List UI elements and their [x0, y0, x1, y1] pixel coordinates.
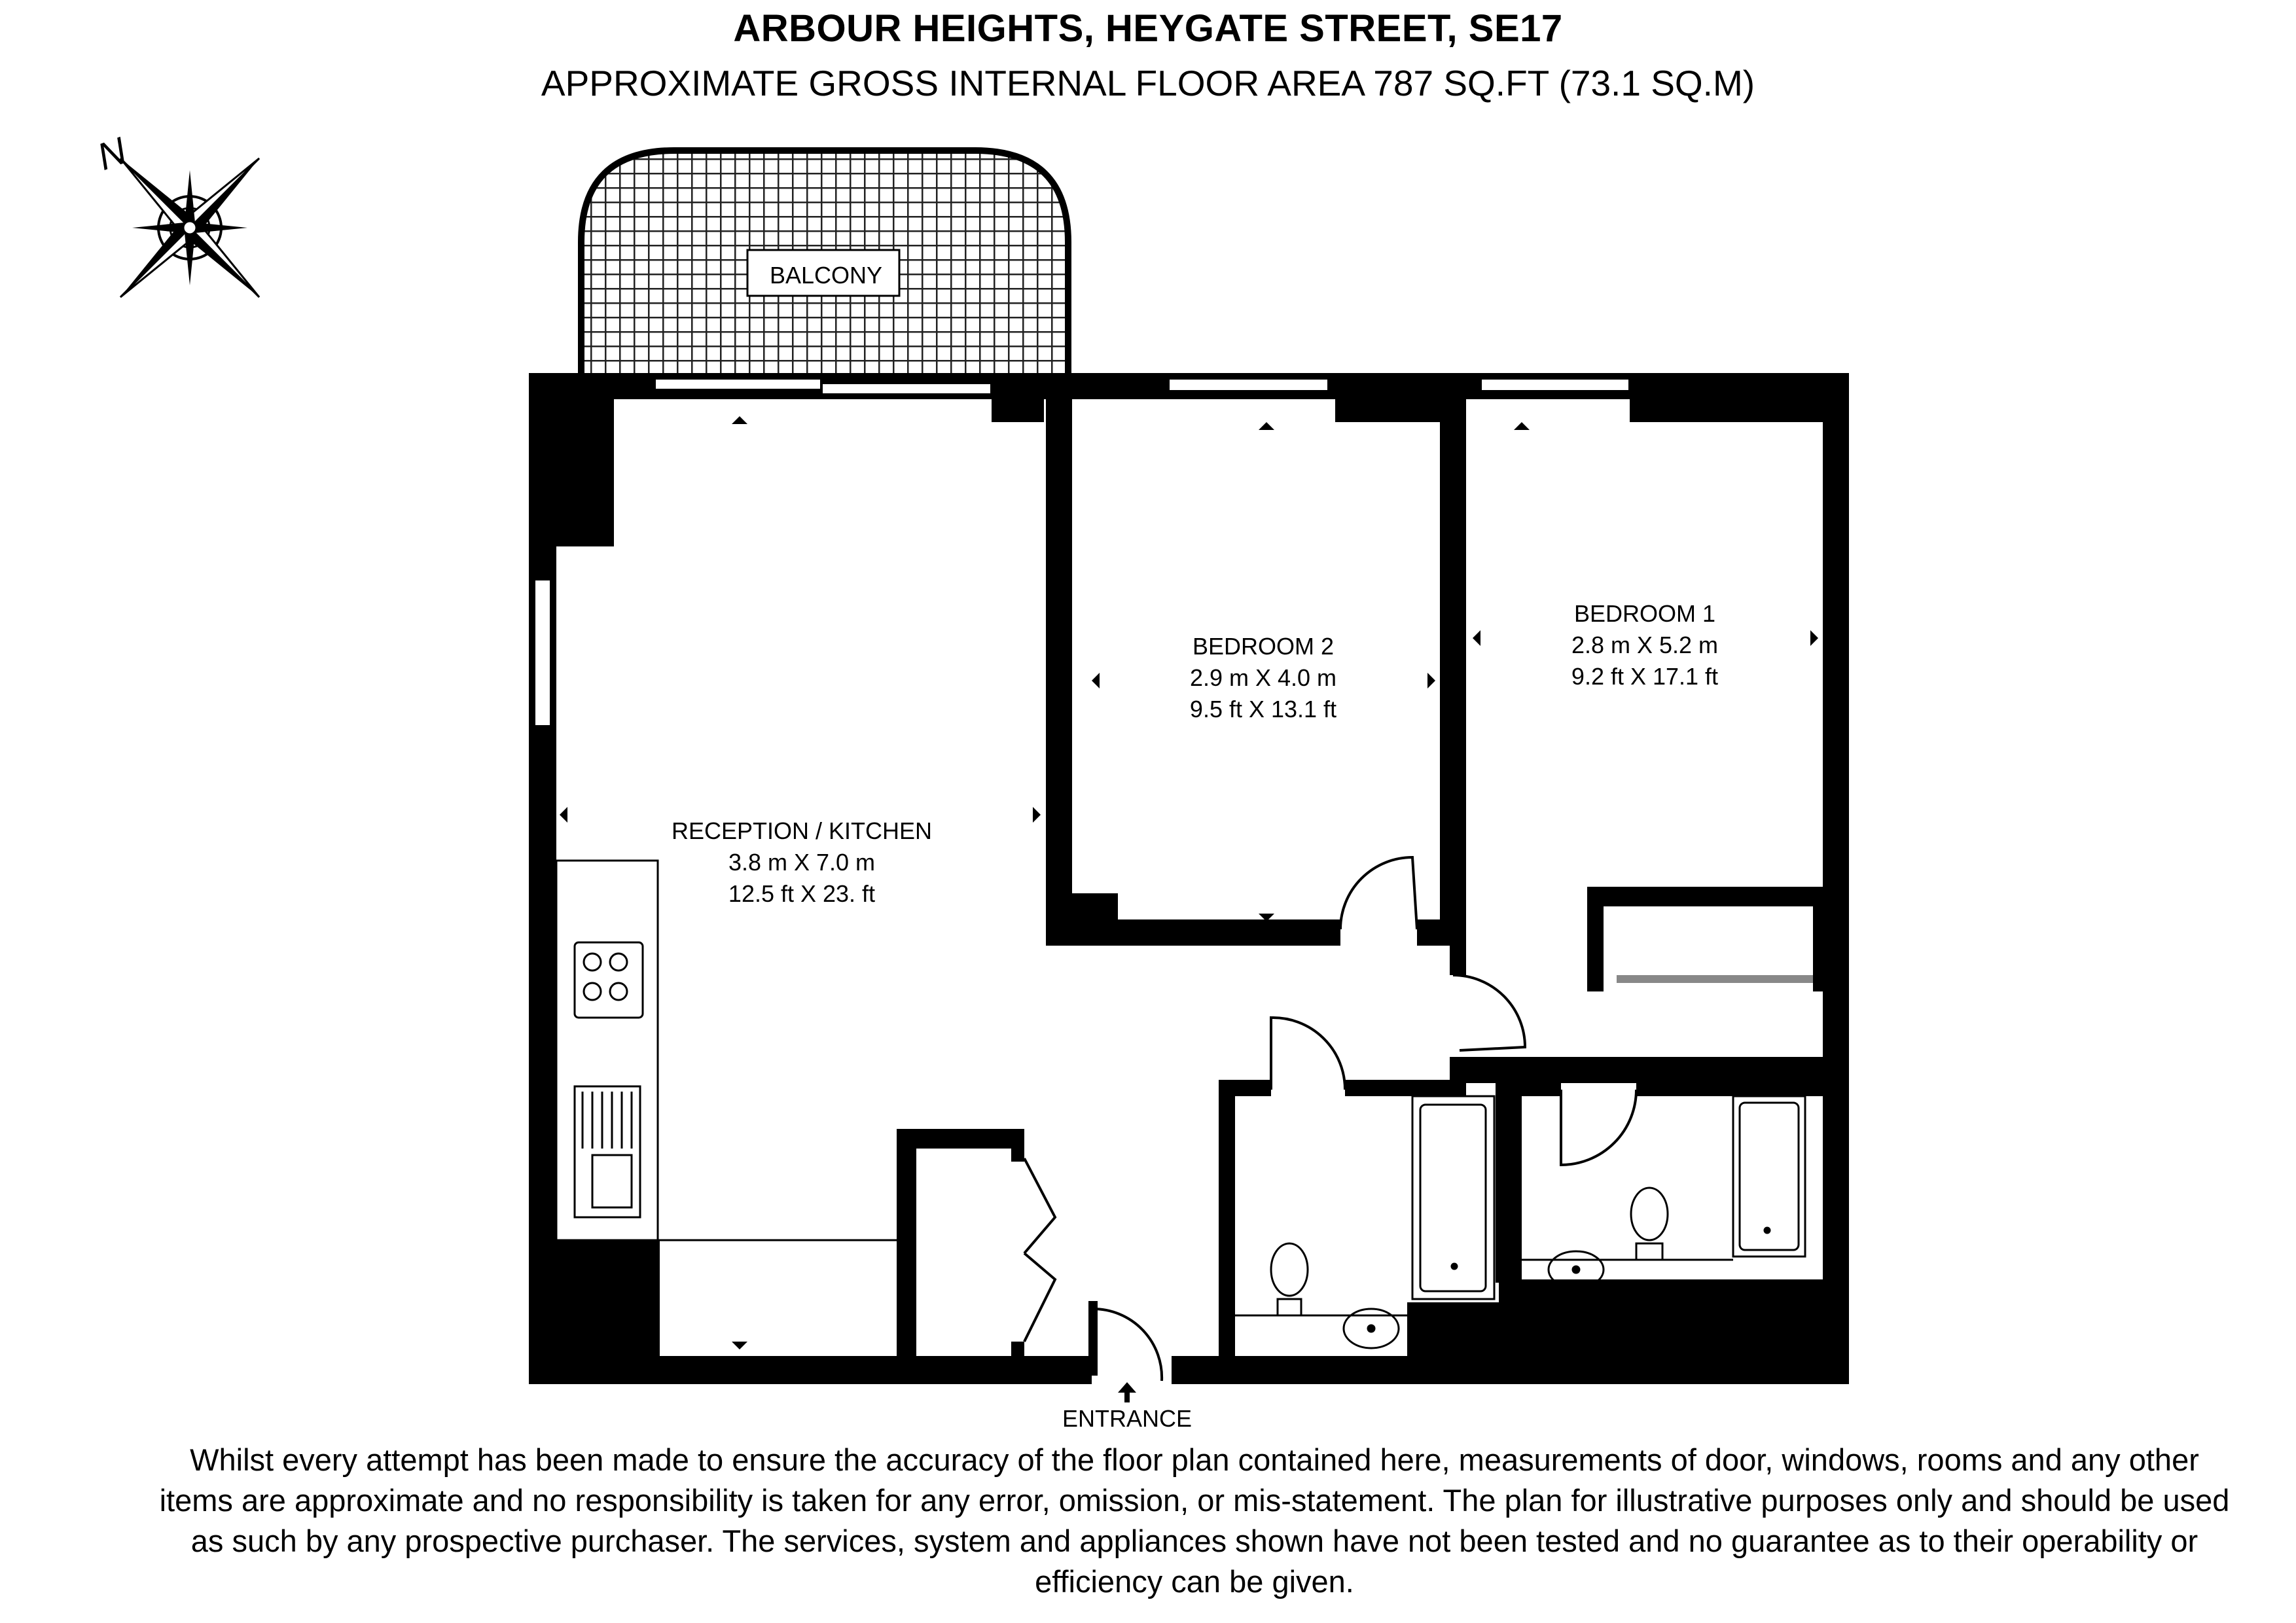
page-title: ARBOUR HEIGHTS, HEYGATE STREET, SE17 [733, 7, 1563, 50]
entrance-label: ENTRANCE [1062, 1405, 1193, 1432]
bedroom2-name: BEDROOM 2 [1192, 633, 1335, 660]
bedroom2-imperial: 9.5 ft X 13.1 ft [1189, 696, 1337, 722]
compass-rose-icon [51, 89, 329, 366]
reception-imperial: 12.5 ft X 23. ft [728, 880, 876, 907]
reception-name: RECEPTION / KITCHEN [671, 817, 933, 844]
walls [529, 373, 1849, 1384]
disclaimer-text: Whilst every attempt has been made to ensure the accuracy of the floor plan contained here, measurements of door, windows, rooms and any other items are approximate and no responsibility is taken for any error, omission, or mis-statement. The plan for illustrative purposes only and should be used as such by any prospective purchaser. The services, system and appliances shown have not been tested and no guarantee as to their operability or efficiency can be given. [159, 1442, 2230, 1599]
kitchen-counter [556, 861, 897, 1240]
balcony-label: BALCONY [769, 262, 883, 289]
bedroom1-name: BEDROOM 1 [1573, 600, 1716, 627]
reception-metric: 3.8 m X 7.0 m [728, 849, 876, 876]
bedroom1-imperial: 9.2 ft X 17.1 ft [1571, 663, 1719, 690]
bedroom1-metric: 2.8 m X 5.2 m [1571, 632, 1719, 658]
dimension-arrows [560, 416, 1818, 1402]
floor-area-subtitle: APPROXIMATE GROSS INTERNAL FLOOR AREA 787 SQ.FT (73.1 SQ.M) [541, 63, 1755, 103]
bedroom2-metric: 2.9 m X 4.0 m [1189, 664, 1337, 691]
north-label: N [92, 129, 132, 179]
